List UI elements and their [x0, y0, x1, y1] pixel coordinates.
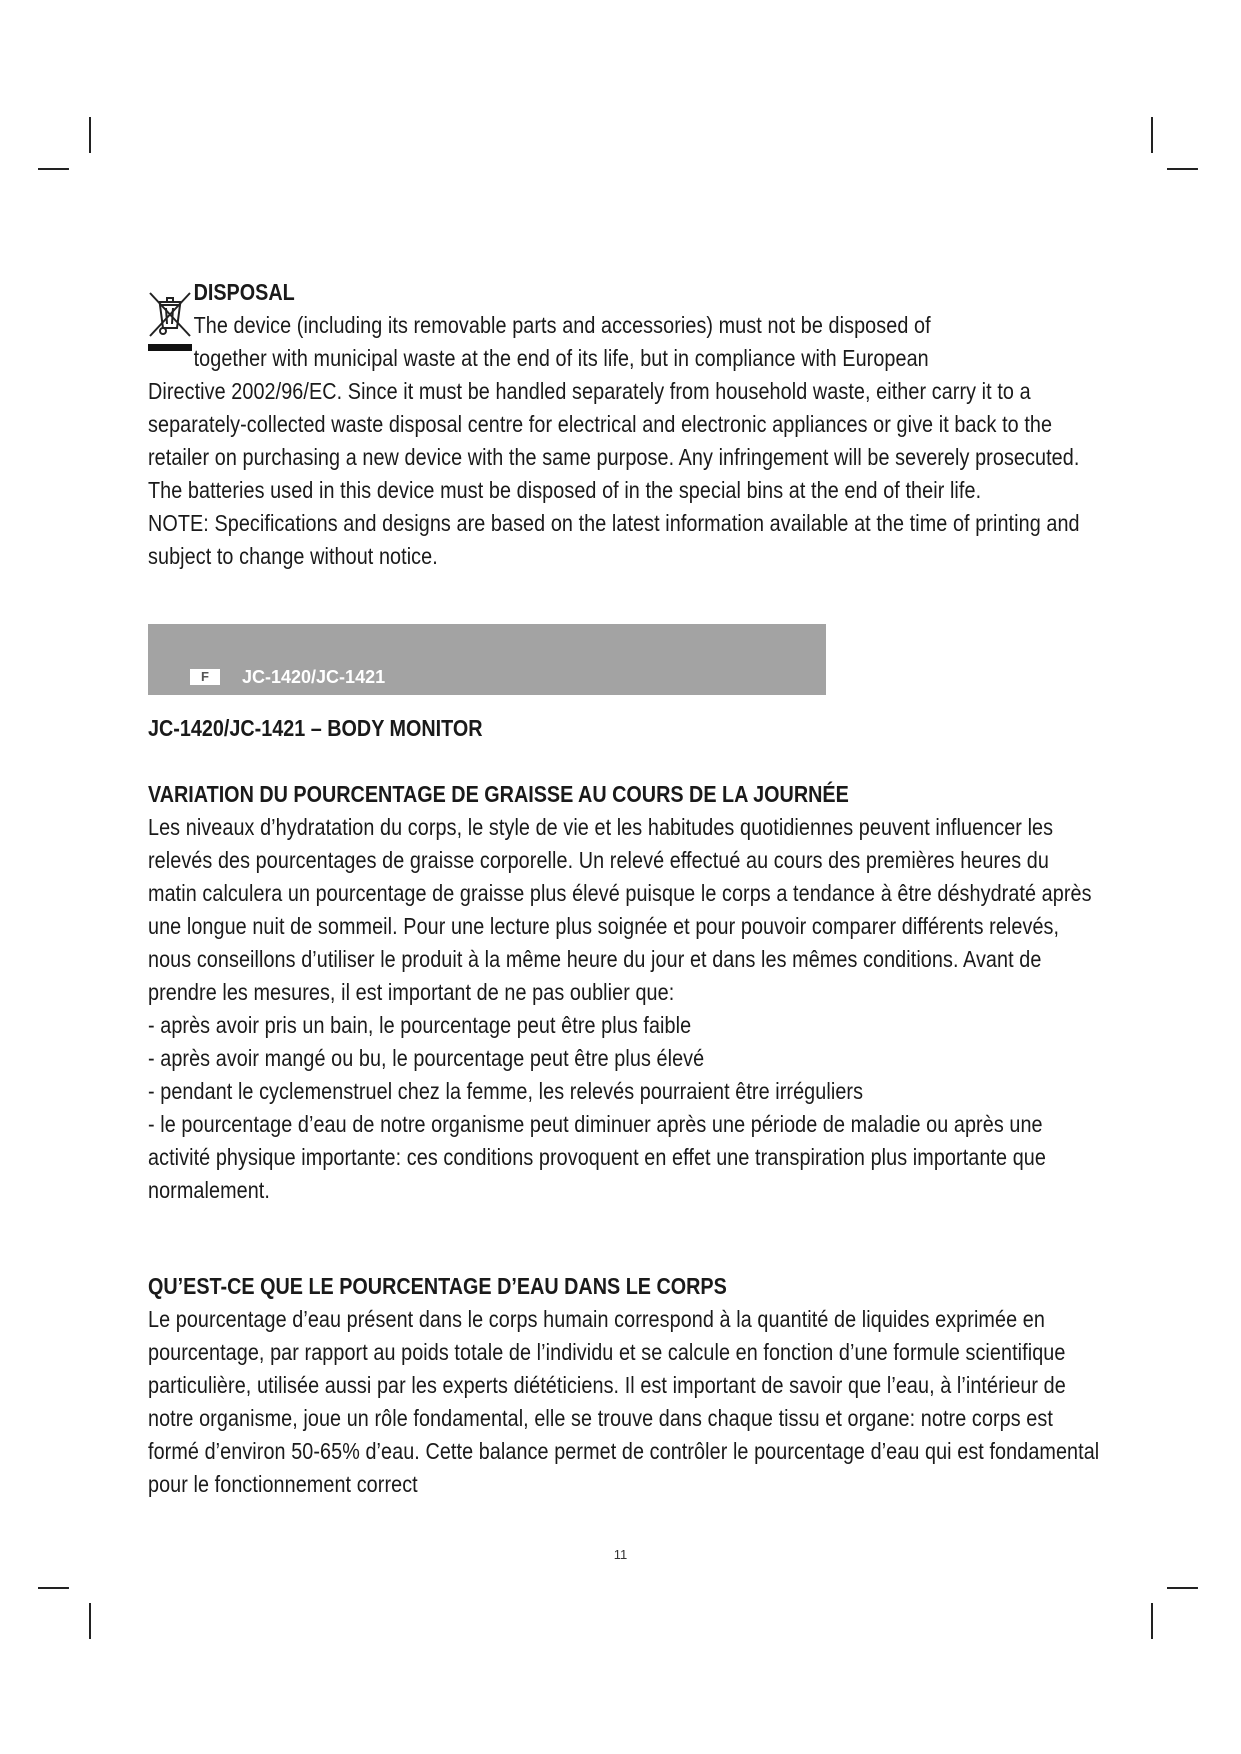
section-body: Le pourcentage d’eau présent dans le corps humain correspond à la quantité de liquides exprimée en pourcentage, par rapport au poids totale de l’individu et se calcule en fonction d’une formule scientifique particulière, utilisée aussi par les experts diététiciens. Il est important de savoir que l’eau, à l’intérieur de notre organisme, joue un rôle fondamental, elle se trouve dans chaque tissu et organe: notre corps est formé d’environ 50-65% d’eau. Cette balance permet de contrôler le pourcentage d’eau qui est fondamental pour le fonctionnement correct [148, 1306, 1100, 1497]
crop-mark [89, 117, 91, 153]
list-item: - après avoir pris un bain, le pourcentage peut être plus faible [148, 1012, 692, 1038]
page-number: 11 [613, 1547, 628, 1562]
fat-variation-section [148, 778, 1103, 1207]
language-banner [148, 624, 826, 695]
crop-mark [38, 168, 69, 170]
crop-mark [1167, 1587, 1198, 1589]
disposal-body: Directive 2002/96/EC. Since it must be handled separately from household waste, either carry it to a separately-collected waste disposal centre for electrical and electronic appliances or give it back to the retailer on purchasing a new device with the same purpose. Any infringement will be severely prosecuted. The batteries used in this device must be disposed of in the special bins at the end of their life. [148, 378, 1080, 503]
list-item: - le pourcentage d’eau de notre organisme peut diminuer après une période de maladie ou après une activité physique importante: ces conditions provoquent en effet une transpiration plus importante que normalement. [148, 1111, 1046, 1203]
section-heading: QU’EST-CE QUE LE POURCENTAGE D’EAU DANS LE CORPS [148, 1273, 727, 1299]
disposal-heading: DISPOSAL [193, 279, 295, 305]
disposal-line: together with municipal waste at the end of its life, but in compliance with European [193, 345, 929, 371]
crop-mark [89, 1603, 91, 1639]
disposal-section [148, 276, 1103, 573]
crop-mark [1167, 168, 1198, 170]
list-item: - pendant le cyclemenstruel chez la femme, les relevés pourraient être irréguliers [148, 1078, 864, 1104]
section-heading: VARIATION DU POURCENTAGE DE GRAISSE AU COURS DE LA JOURNÉE [148, 781, 849, 807]
crop-mark [1151, 1603, 1153, 1639]
banner-model: JC-1420/JC-1421 [242, 667, 386, 687]
section-body: Les niveaux d’hydratation du corps, le style de vie et les habitudes quotidiennes peuvent influencer les relevés des pourcentages de graisse corporelle. Un relevé effectué au cours des premières heures du matin calculera un pourcentage de graisse plus élevé puisque le corps a tendance à être déshydraté après une longue nuit de sommeil. Pour une lecture plus soignée et pour pouvoir comparer différents relevés, nous conseillons d’utiliser le produit à la même heure du jour et dans les mêmes conditions. Avant de prendre les mesures, il est important de ne pas oublier que: [148, 814, 1092, 1005]
water-percentage-section [148, 1270, 1103, 1501]
list-item: - après avoir mangé ou bu, le pourcentage peut être plus élevé [148, 1045, 705, 1071]
document-title-block [148, 712, 1103, 745]
document-title: JC-1420/JC-1421 – BODY MONITOR [148, 715, 483, 741]
disposal-note: NOTE: Specifications and designs are based on the latest information available at the time of printing and subject to change without notice. [148, 510, 1080, 569]
crop-mark [1151, 117, 1153, 153]
language-badge: F [190, 669, 220, 685]
crop-mark [38, 1587, 69, 1589]
disposal-line: The device (including its removable parts and accessories) must not be disposed of [193, 312, 931, 338]
